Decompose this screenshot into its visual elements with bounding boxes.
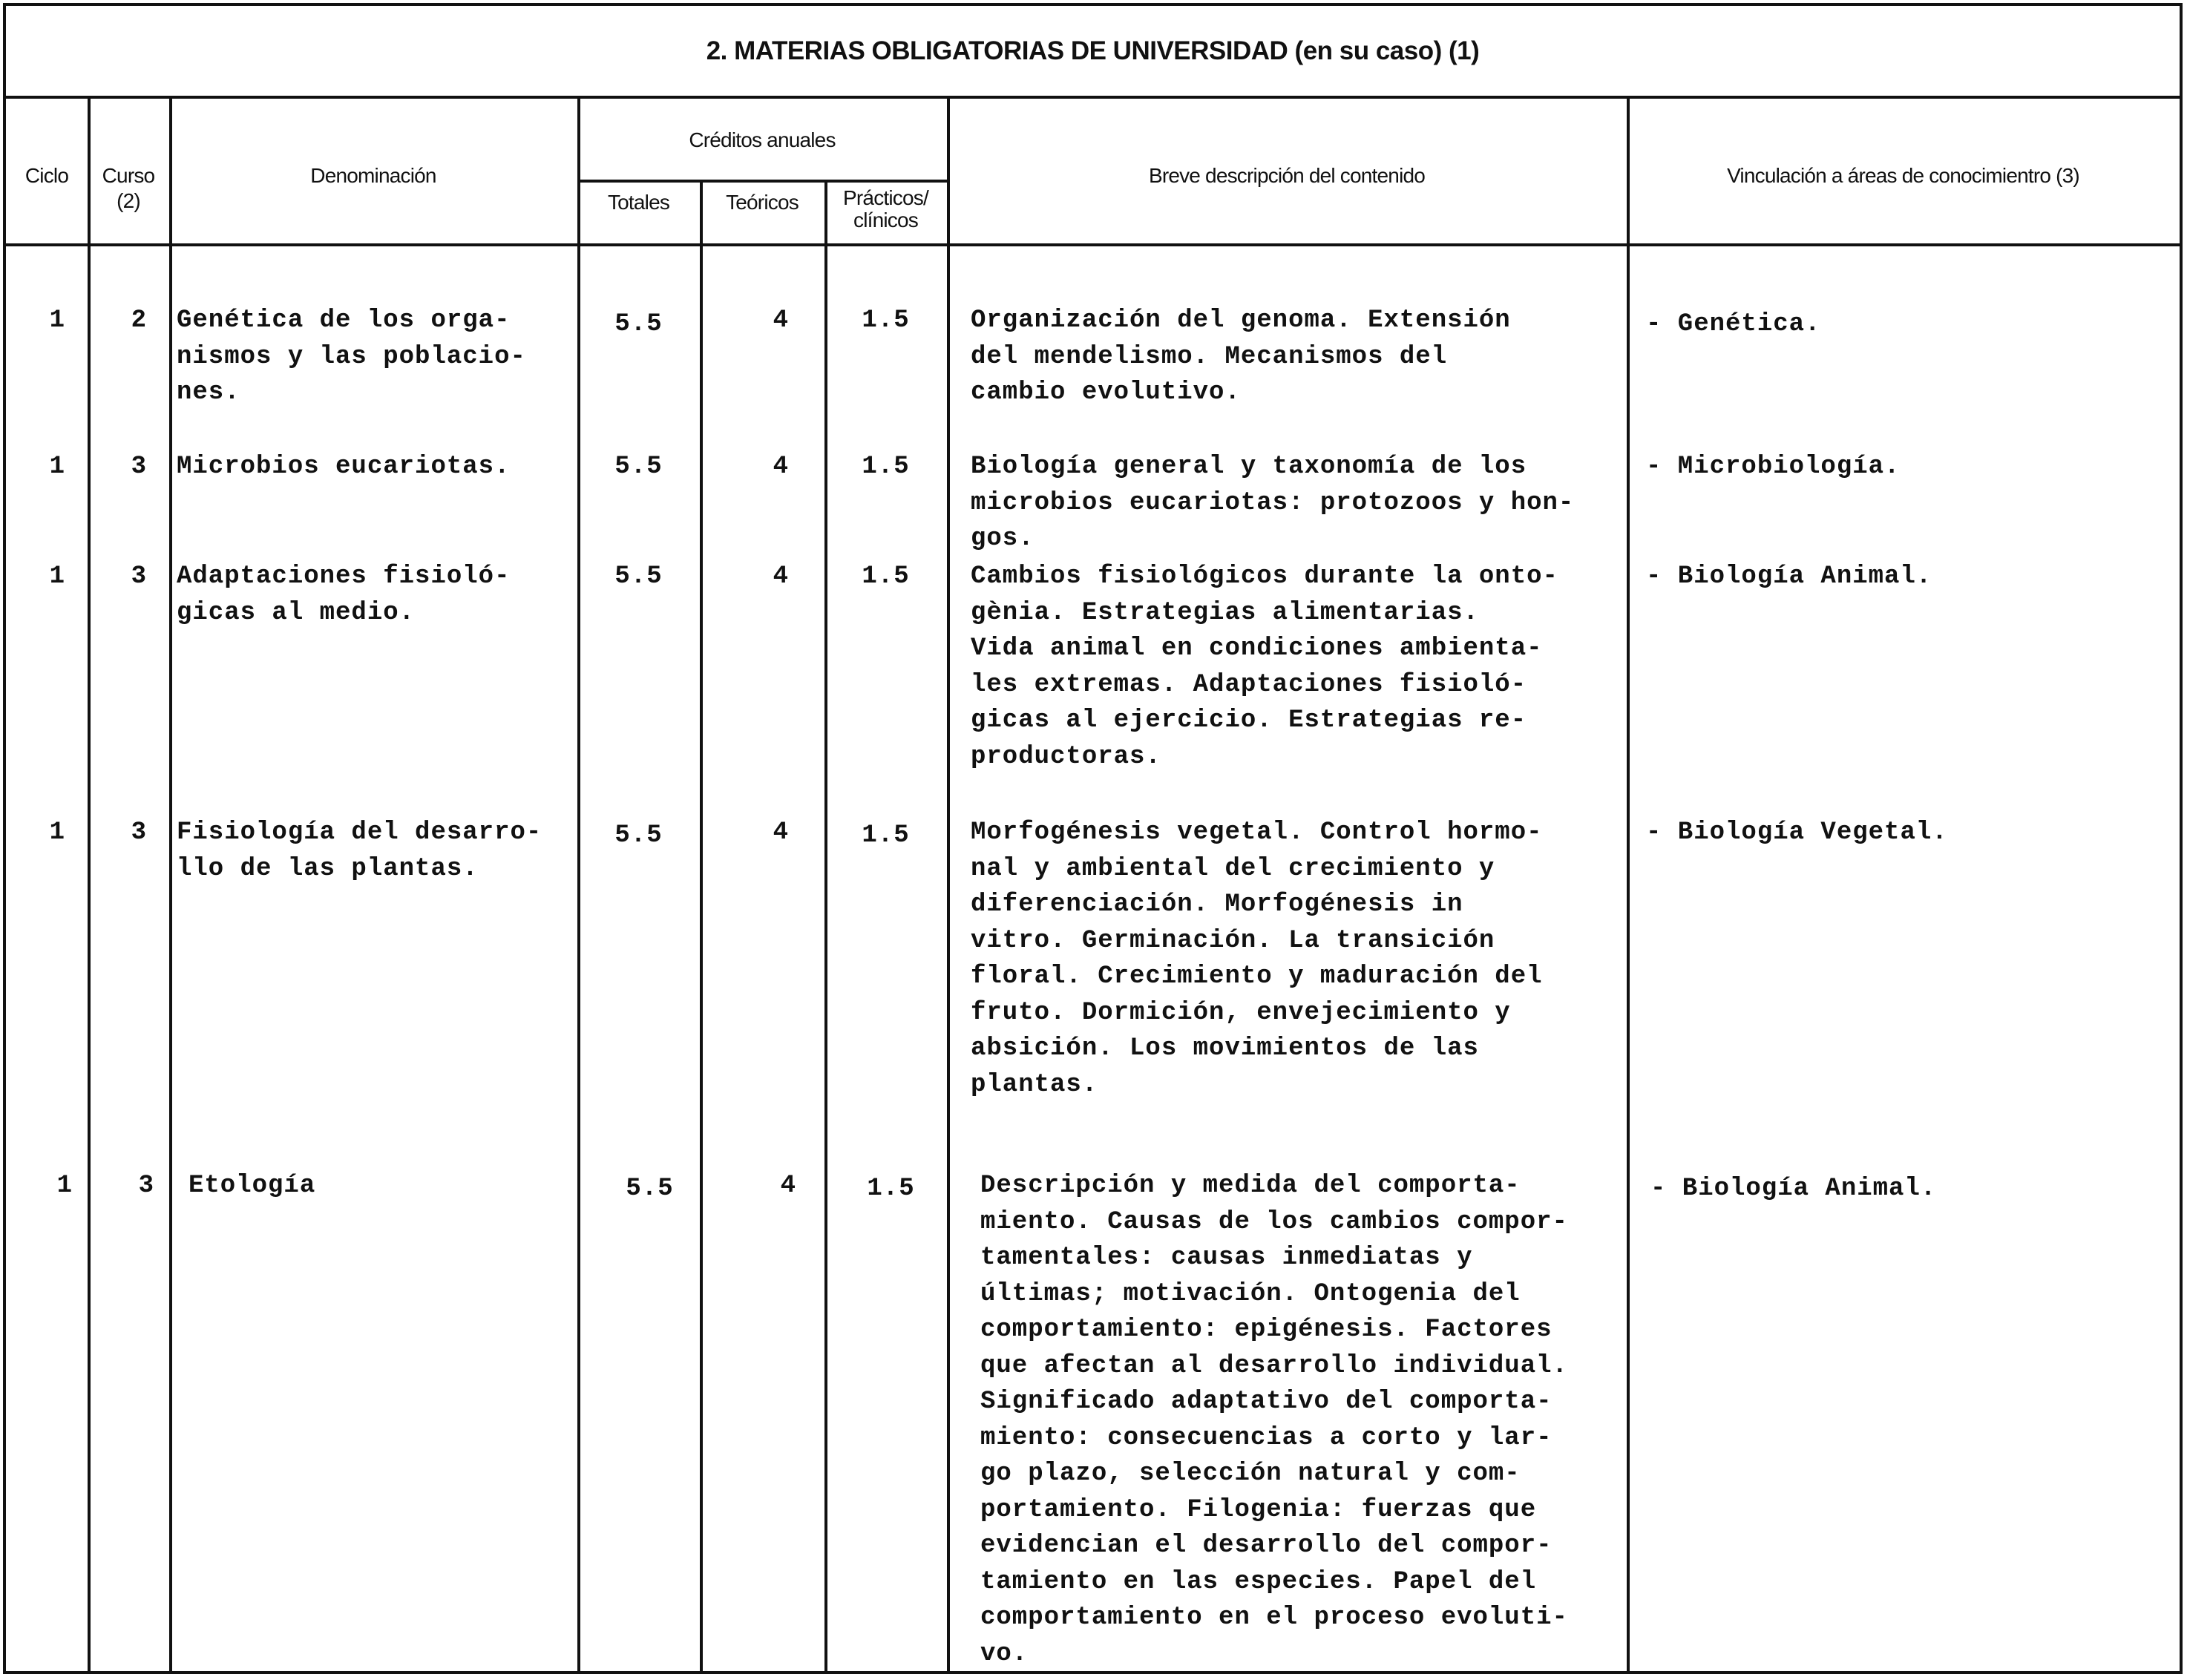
row-descripcion: Cambios fisiológicos durante la onto- gènia. Estrategias alimentarias. Vida animal en condiciones ambienta- les extremas. Adaptaciones fisioló- gicas al ejercicio. Estrategias re- productoras. [971, 562, 1558, 771]
header-curso-note: (2) [117, 189, 140, 212]
col-line-creditos [947, 99, 950, 1674]
col-line-ciclo [88, 99, 91, 1674]
row-vinculacion: - Biología Animal. [1650, 1175, 1937, 1203]
col-line-curso [169, 99, 172, 1674]
row-totales: 5.5 [614, 310, 663, 338]
header-practicos-label: Prácticos/ [843, 186, 928, 209]
row-curso: 3 [131, 818, 147, 847]
row-teoricos: 4 [773, 818, 789, 847]
col-line-descripcion [1627, 99, 1630, 1674]
row-ciclo: 1 [49, 453, 65, 481]
header-ciclo: Ciclo [24, 164, 69, 187]
col-line-totales [700, 180, 703, 1674]
row-denominacion: Fisiología del desarro- llo de las plantas. [177, 818, 542, 883]
table-title: 2. MATERIAS OBLIGATORIAS DE UNIVERSIDAD (en su caso) (1) [6, 6, 2180, 99]
row-practicos: 1.5 [862, 453, 910, 481]
row-descripcion: Organización del genoma. Extensión del mendelismo. Mecanismos del cambio evolutivo. [971, 306, 1511, 407]
row-curso: 2 [131, 306, 147, 335]
row-denominacion: Genética de los orga- nismos y las poblacio- nes. [177, 306, 526, 407]
row-teoricos: 4 [773, 562, 789, 591]
row-descripcion: Biología general y taxonomía de los microbios eucariotas: protozoos y hon- gos. [971, 453, 1575, 553]
header-vinculacion: Vinculación a áreas de conocimientro (3) [1727, 164, 2079, 187]
row-denominacion: Microbios eucariotas. [177, 453, 511, 481]
row-vinculacion: - Biología Animal. [1646, 562, 1932, 591]
row-practicos: 1.5 [867, 1175, 915, 1203]
col-line-teoricos [824, 180, 827, 1674]
header-clinicos-label: clínicos [853, 209, 918, 232]
row-totales: 5.5 [614, 821, 663, 850]
header-descripcion: Breve descripción del contenido [1148, 164, 1426, 187]
row-practicos: 1.5 [862, 562, 910, 591]
row-vinculacion: - Biología Vegetal. [1646, 818, 1948, 847]
row-practicos: 1.5 [862, 821, 910, 850]
row-curso: 3 [131, 453, 147, 481]
row-practicos: 1.5 [862, 306, 910, 335]
row-teoricos: 4 [773, 453, 789, 481]
row-ciclo: 1 [56, 1172, 73, 1200]
header-creditos: Créditos anuales [689, 128, 836, 151]
row-ciclo: 1 [49, 306, 65, 335]
row-descripcion: Descripción y medida del comporta- miento. Causas de los cambios compor- tamentales: causas inmediatas y últimas; motivación. Ontogenia del comportamiento: epigénesis. Factores que afectan al desarrollo individual. Significado adaptativo del comporta- miento: consecuencias a corto y lar- go plazo, selección natural y com- portamiento. Filogenia: fuerzas que evidencian el desarrollo del compor- tamiento en las especies. Papel del comportamiento en el proceso evoluti- vo. [980, 1172, 1568, 1668]
header-denominacion: Denominación [310, 164, 436, 187]
row-ciclo: 1 [49, 818, 65, 847]
row-vinculacion: - Genética. [1646, 310, 1821, 338]
row-totales: 5.5 [614, 562, 663, 591]
header-practicos [824, 187, 947, 232]
row-curso: 3 [138, 1172, 154, 1200]
row-denominacion: Etología [188, 1172, 316, 1200]
row-ciclo: 1 [49, 562, 65, 591]
header-curso [88, 163, 169, 214]
row-teoricos: 4 [773, 306, 789, 335]
row-denominacion: Adaptaciones fisioló- gicas al medio. [177, 562, 511, 627]
row-vinculacion: - Microbiología. [1646, 453, 1901, 481]
credits-subheader-divider [577, 180, 947, 183]
row-totales: 5.5 [626, 1175, 674, 1203]
row-curso: 3 [131, 562, 147, 591]
row-totales: 5.5 [614, 453, 663, 481]
header-divider [6, 243, 2180, 246]
header-totales: Totales [607, 191, 670, 214]
row-teoricos: 4 [780, 1172, 796, 1200]
header-curso-label: Curso [102, 164, 155, 187]
header-teoricos: Teóricos [726, 191, 799, 214]
row-descripcion: Morfogénesis vegetal. Control hormo- nal y ambiental del crecimiento y diferenciación. Morfogénesis in vitro. Germinación. La transición floral. Crecimiento y maduración del fruto. Dormición, envejecimiento y absición. Los movimientos de las plantas. [971, 818, 1543, 1099]
curriculum-table [3, 3, 2183, 1674]
